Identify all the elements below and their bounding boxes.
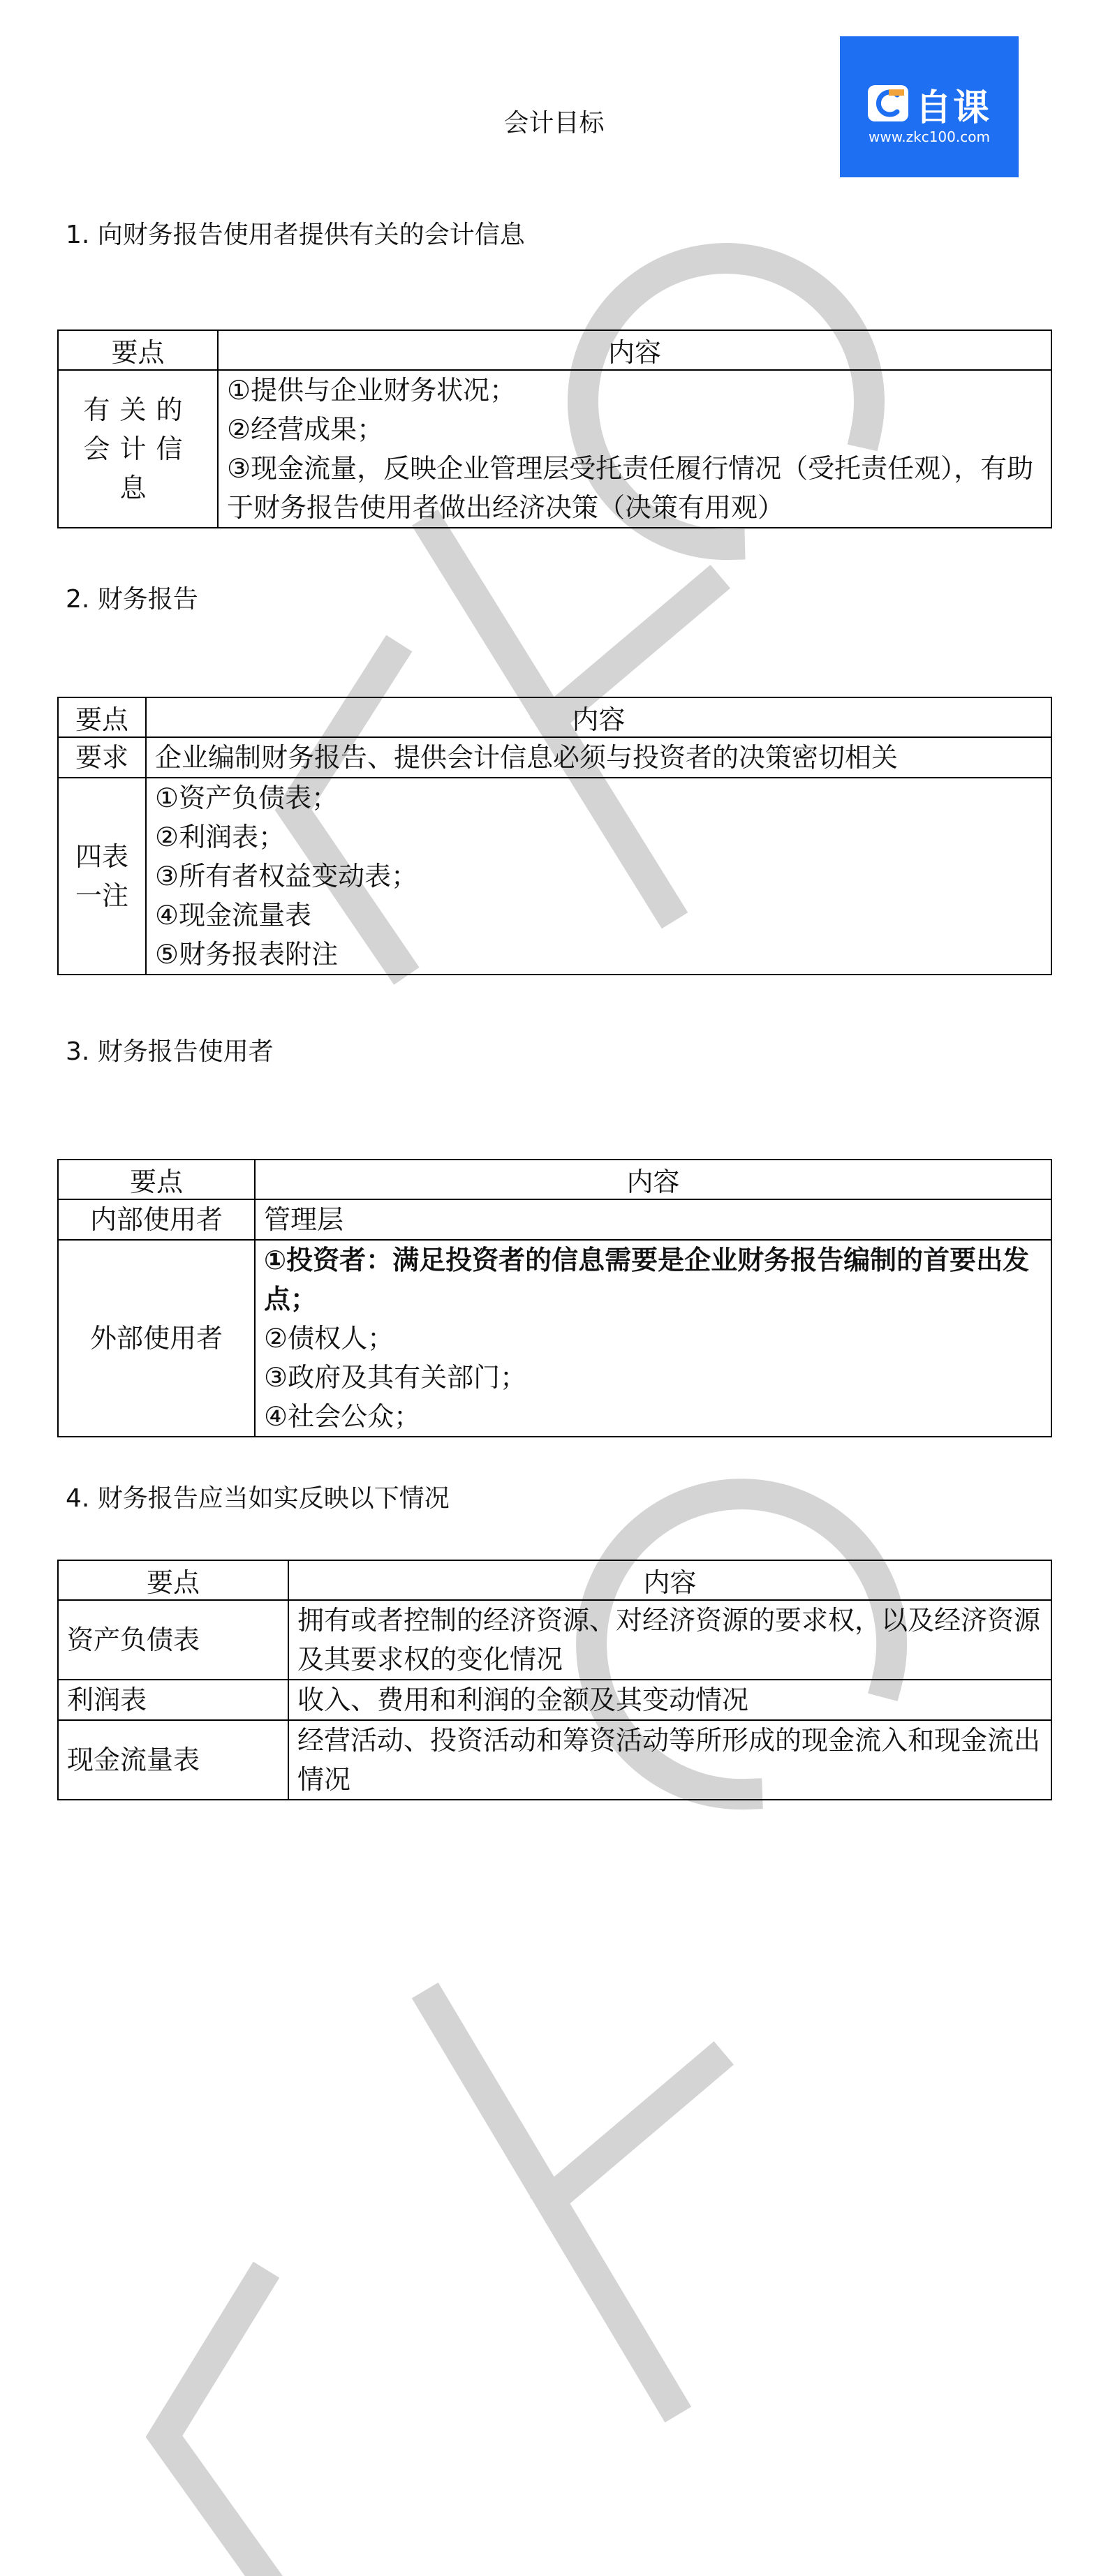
section-3-heading: 3. 财务报告使用者	[66, 1037, 274, 1066]
row-content	[288, 1600, 1051, 1680]
row-content	[255, 1199, 1051, 1240]
content-line: 拥有或者控制的经济资源、对经济资源的要求权，以及经济资源及其要求权的变化情况	[297, 1605, 1041, 1675]
table-row	[58, 1680, 1051, 1720]
content-line: ②利润表；	[155, 822, 286, 852]
table-row	[58, 370, 1051, 528]
header-key: 要点	[58, 697, 146, 737]
header-key: 要点	[58, 1560, 288, 1600]
row-label	[58, 1720, 288, 1800]
table-row	[58, 1240, 1051, 1437]
row-label	[58, 1600, 288, 1680]
zkc-logo	[840, 36, 1019, 177]
content-line: 管理层	[264, 1204, 344, 1235]
table-section-1	[57, 330, 1052, 528]
logo-text: 自课	[915, 87, 991, 129]
table-section-3	[57, 1159, 1052, 1437]
logo-c-icon	[868, 85, 908, 121]
row-label	[58, 1680, 288, 1720]
content-line: ①资产负债表；	[155, 783, 339, 813]
table-row	[58, 778, 1051, 975]
table-row	[58, 1720, 1051, 1800]
page-title: 会计目标	[503, 109, 605, 138]
table-row	[58, 1600, 1051, 1680]
table-row	[58, 737, 1051, 778]
row-label-text: 内部使用者	[89, 1204, 223, 1235]
content-line: 企业编制财务报告、提供会计信息必须与投资者的决策密切相关	[155, 742, 899, 773]
row-content	[288, 1720, 1051, 1800]
content-line: 经营活动、投资活动和筹资活动等所形成的现金流入和现金流出情况	[297, 1725, 1041, 1795]
content-line: ①投资者：满足投资者的信息需要是企业财务报告编制的首要出发点；	[264, 1245, 1030, 1315]
table-header-row	[58, 1160, 1051, 1199]
row-label-text: 要求	[75, 742, 128, 773]
section-4-heading: 4. 财务报告应当如实反映以下情况	[66, 1484, 450, 1513]
row-content	[288, 1680, 1051, 1720]
row-label-text: 利润表	[67, 1685, 147, 1715]
content-line: ①提供与企业财务状况；	[227, 375, 517, 406]
header-key: 要点	[58, 330, 218, 370]
row-label	[58, 1199, 255, 1240]
row-content	[146, 778, 1051, 975]
content-line: ③现金流量，反映企业管理层受托责任履行情况（受托责任观），有助于财务报告使用者做出经济决策（决策有用观）	[227, 453, 1034, 523]
header-content: 内容	[218, 330, 1051, 370]
content-line: ②债权人；	[264, 1323, 394, 1354]
header-content: 内容	[146, 697, 1051, 737]
table-header-row	[58, 330, 1051, 370]
header-content: 内容	[255, 1160, 1051, 1199]
content-line: ③政府及其有关部门；	[264, 1362, 527, 1393]
content-line: ④社会公众；	[264, 1401, 421, 1432]
table-section-4	[57, 1560, 1052, 1800]
row-label-text: 四表一注	[75, 841, 128, 911]
row-label	[58, 778, 146, 975]
table-header-row	[58, 1560, 1051, 1600]
table-row	[58, 1199, 1051, 1240]
table-header-row	[58, 697, 1051, 737]
row-content	[146, 737, 1051, 778]
section-2-heading: 2. 财务报告	[66, 585, 198, 614]
header-key: 要点	[58, 1160, 255, 1199]
row-content	[218, 370, 1051, 528]
table-section-2	[57, 697, 1052, 975]
section-1-heading: 1. 向财务报告使用者提供有关的会计信息	[66, 221, 525, 249]
content-line: ④现金流量表	[155, 900, 312, 931]
row-label	[58, 737, 146, 778]
row-content	[255, 1240, 1051, 1437]
logo-url: www.zkc100.com	[869, 128, 990, 145]
content-line: ③所有者权益变动表；	[155, 861, 418, 891]
content-line: ②经营成果；	[227, 414, 384, 445]
content-line: ⑤财务报表附注	[155, 939, 339, 970]
row-label	[58, 1240, 255, 1437]
row-label-text: 外部使用者	[89, 1323, 223, 1354]
row-label-text: 现金流量表	[67, 1745, 200, 1775]
row-label-text: 有关的会计信息	[83, 394, 193, 503]
row-label	[58, 370, 218, 528]
header-content: 内容	[288, 1560, 1051, 1600]
content-line: 收入、费用和利润的金额及其变动情况	[297, 1685, 749, 1715]
row-label-text: 资产负债表	[67, 1624, 200, 1655]
